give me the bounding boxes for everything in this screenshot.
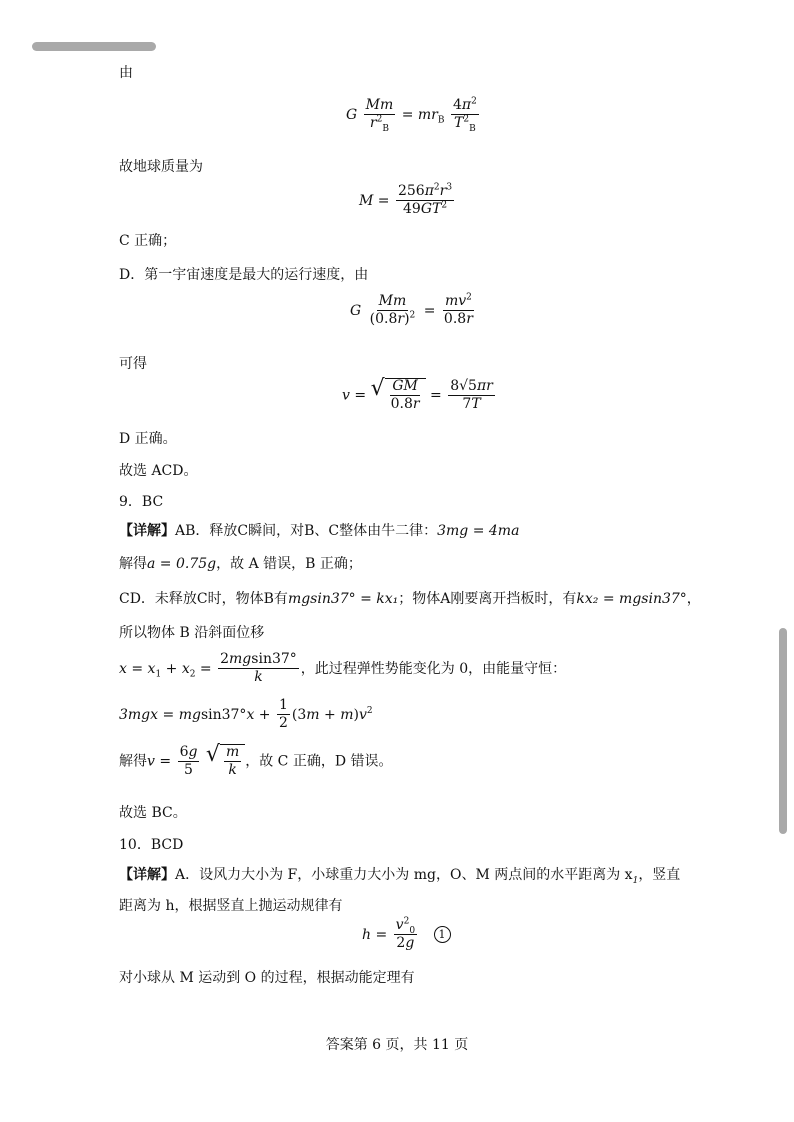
- equation-first-cosmic: G $\frac{Mm}{(0.8r)^2}$ = $\frac{mv^2}{0.8r}$: [350, 292, 473, 328]
- text-line: CD．未释放C时，物体B有mgsin37° = kx₁；物体A刚要离开挡板时，有kx₂ = mgsin37°，: [119, 591, 701, 607]
- text-line: 由: [119, 65, 133, 81]
- text-line: 【详解】A．设风力大小为 F，小球重力大小为 mg，O、M 两点间的水平距离为 $x_1$，竖直: [119, 867, 681, 886]
- equation-height: h = $\frac{v^2_0}{2g}$ 1: [362, 918, 451, 952]
- text-line: 故地球质量为: [119, 159, 203, 175]
- text-line: 【详解】AB．释放C瞬间，对B、C整体由牛二律：3mg = 4ma: [119, 523, 520, 539]
- equation-velocity: v = √ $\frac{GM}{0.8r}$ = $\frac{8√5\pi r}{7T}$: [342, 376, 493, 413]
- answer-heading: 9．BC: [119, 494, 164, 510]
- equation-result-v: 解得v = $\frac{6g}{5}$ √ $\frac{m}{k}$ ，故 C 正确，D 错误。: [119, 742, 393, 779]
- text-line: 对小球从 M 运动到 O 的过程，根据动能定理有: [119, 970, 415, 986]
- text-line: 距离为 h，根据竖直上抛运动规律有: [119, 898, 343, 914]
- text-line: 所以物体 B 沿斜面位移: [119, 625, 265, 641]
- equation-displacement: $x = x_1 + x_2$ = $\frac{2mgsin37^\circ}{k}$ ，此过程弹性势能变化为 0，由能量守恒：: [119, 651, 567, 686]
- text-line: 故选 ACD。: [119, 463, 198, 479]
- text-line: D．第一宇宙速度是最大的运行速度，由: [119, 267, 369, 283]
- equation-gravity-B: G $\frac{Mm}{r^2_B}$ = $mr_B$ $\frac{4\pi^2}{T^2_B}$: [346, 96, 477, 135]
- equation-earth-mass: M = $\frac{256\pi^2r^3}{49GT^2}$: [359, 182, 453, 218]
- answer-heading: 10．BCD: [119, 837, 184, 853]
- detail-label: 【详解】: [119, 867, 175, 883]
- detail-label: 【详解】: [119, 523, 175, 539]
- page-footer: 答案第 6 页，共 11 页: [325, 1037, 469, 1053]
- text-line: D 正确。: [119, 431, 177, 447]
- text-line: 故选 BC。: [119, 805, 187, 821]
- text-line: 可得: [119, 356, 147, 372]
- equation-number: 1: [434, 926, 451, 943]
- equation-energy: 3mgx = mgsin37°x + $\frac{1}{2}$ $(3m + m)v^2$: [119, 697, 373, 732]
- text-line: C 正确；: [119, 233, 177, 249]
- text-line: 解得a = 0.75g，故 A 错误，B 正确；: [119, 556, 362, 572]
